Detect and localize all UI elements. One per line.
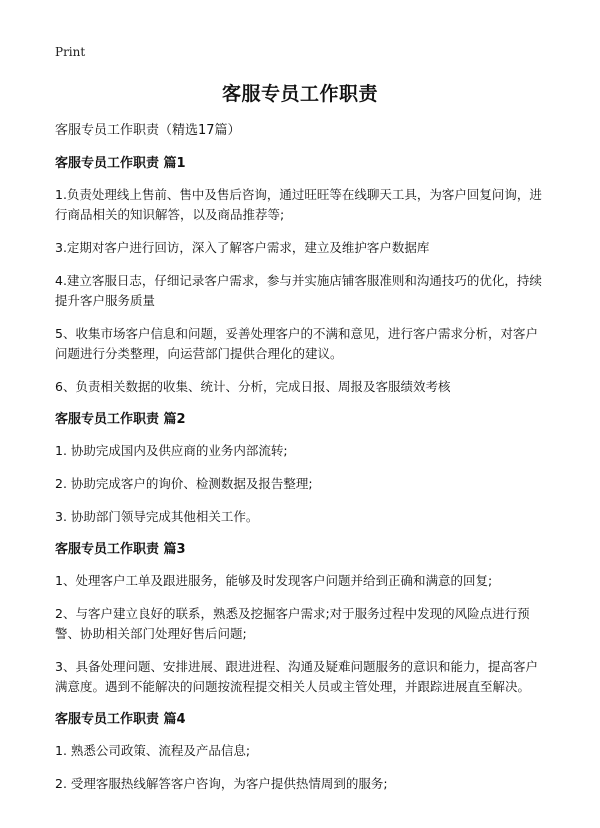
section-item: 4.建立客服日志，仔细记录客户需求，参与并实施店铺客服准则和沟通技巧的优化，持续提升客户服务质量 [55,273,542,308]
document-title: 客服专员工作职责 [221,83,378,105]
section-item: 1.负责处理线上售前、售中及售后咨询，通过旺旺等在线聊天工具，为客户回复问询，进行商品相关的知识解答，以及商品推荐等; [55,187,542,222]
section-heading: 客服专员工作职责 篇3 [55,542,186,557]
section-item: 2、与客户建立良好的联系，熟悉及挖掘客户需求;对于服务过程中发现的风险点进行预警、协助相关部门处理好售后问题; [55,606,530,641]
section-item: 5、收集市场客户信息和问题，妥善处理客户的不满和意见，进行客户需求分析，对客户问题进行分类整理，向运营部门提供合理化的建议。 [55,326,538,361]
section-item: 2. 受理客服热线解答客户咨询，为客户提供热情周到的服务; [55,776,388,791]
section-heading: 客服专员工作职责 篇1 [55,156,186,171]
section-item: 1、处理客户工单及跟进服务，能够及时发现客户问题并给到正确和满意的回复; [55,573,493,588]
print-label: Print [55,45,86,59]
section-item: 3、具备处理问题、安排进展、跟进进程、沟通及疑难问题服务的意识和能力，提高客户满意度。遇到不能解决的问题按流程提交相关人员或主管处理，并跟踪进展直至解决。 [55,659,538,694]
section-heading: 客服专员工作职责 篇2 [55,412,186,427]
section-3 [55,540,547,697]
section-heading: 客服专员工作职责 篇4 [55,712,186,727]
section-item: 6、负责相关数据的收集、统计、分析，完成日报、周报及客服绩效考核 [55,379,451,394]
section-item: 3.定期对客户进行回访，深入了解客户需求，建立及维护客户数据库 [55,240,430,255]
document-subtitle: 客服专员工作职责（精选17篇） [55,123,241,138]
document-body [55,121,547,807]
section-2 [55,410,547,527]
section-item: 1. 协助完成国内及供应商的业务内部流转; [55,443,288,458]
section-item: 3. 协助部门领导完成其他相关工作。 [55,509,259,524]
section-4 [55,710,547,794]
section-item: 1. 熟悉公司政策、流程及产品信息; [55,743,251,758]
section-1 [55,154,547,397]
section-item: 2. 协助完成客户的询价、检测数据及报告整理; [55,476,313,491]
